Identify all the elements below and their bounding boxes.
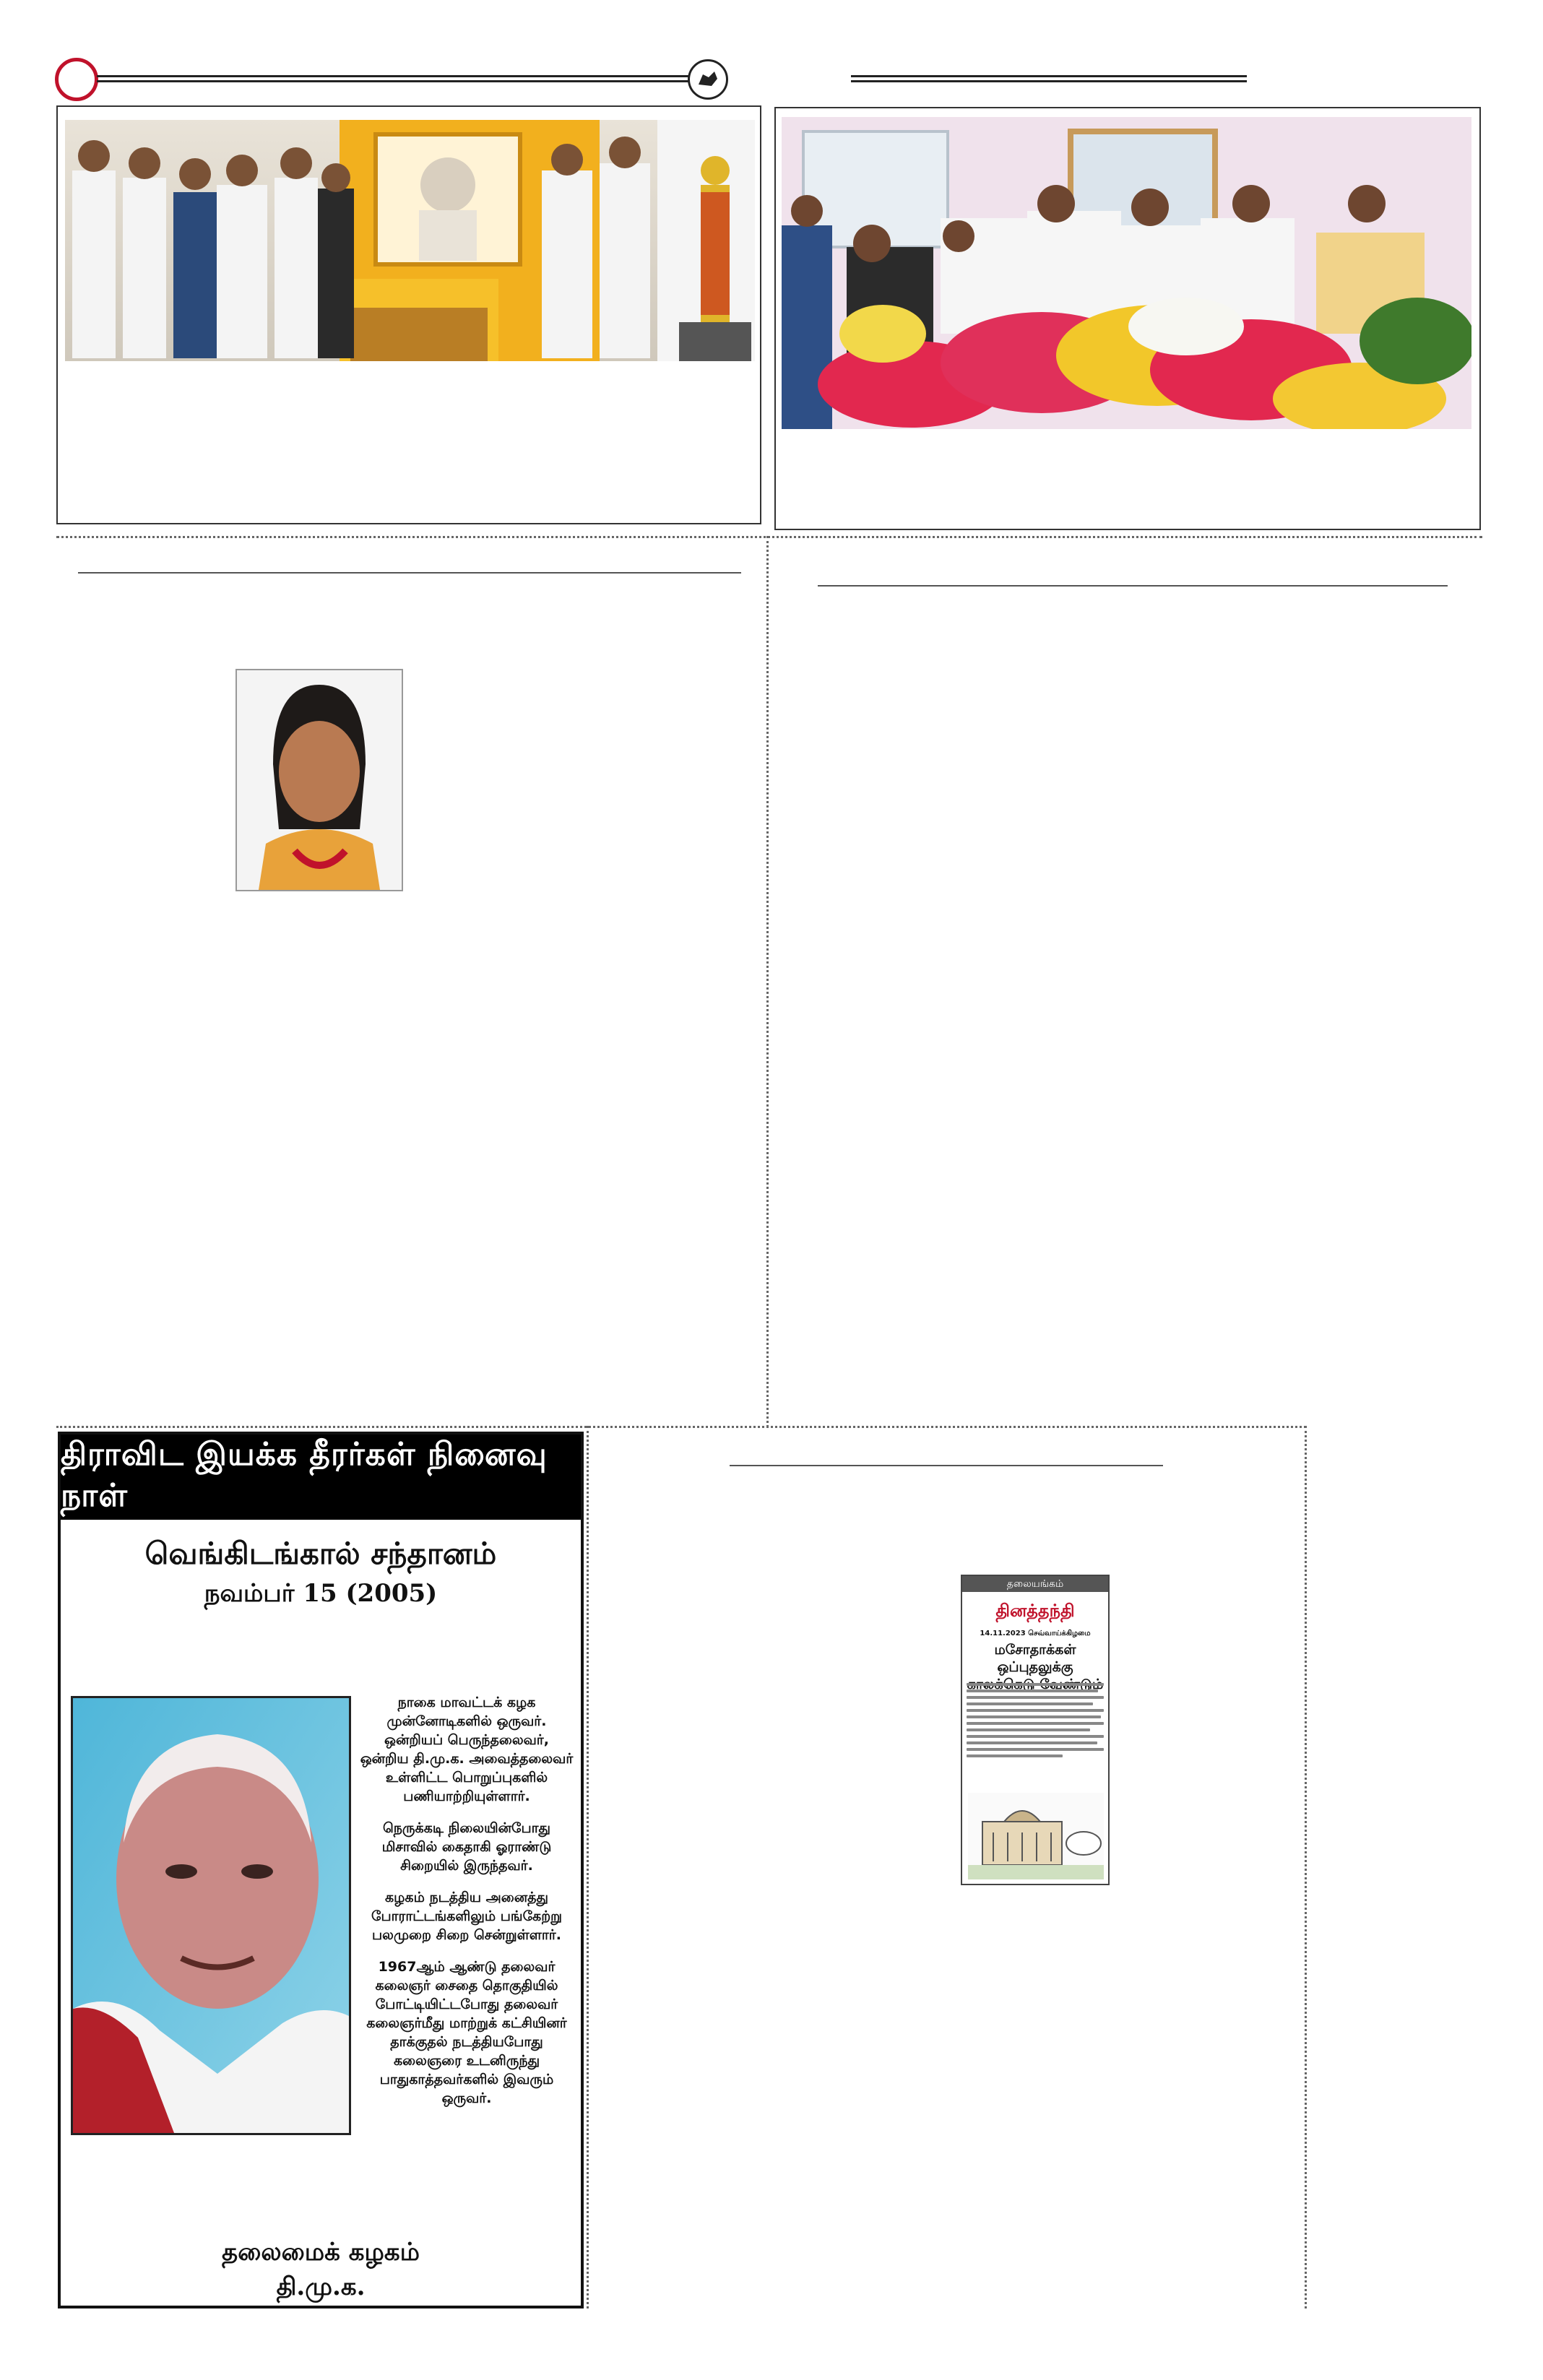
- memorial-photo: [71, 1696, 351, 2135]
- memorial-paragraph: கழகம் நடத்திய அனைத்து போராட்டங்களிலும் பங்கேற்று பலமுறை சிறை சென்றுள்ளார்.: [371, 1890, 563, 1943]
- newspaper-section-label: தலையங்கம்: [962, 1576, 1108, 1592]
- column-divider-right-edge: [1305, 1426, 1307, 2308]
- tribute-photo-left: [65, 120, 755, 361]
- masthead-rule: [97, 75, 689, 82]
- memorial-biography: [358, 1693, 575, 2121]
- article-rule-left: [78, 572, 741, 574]
- tribute-photo-right: [782, 117, 1471, 429]
- article-rule-right: [818, 585, 1448, 587]
- newspaper-body-text: [967, 1683, 1104, 1761]
- memorial-notice: [58, 1432, 584, 2308]
- newspaper-cartoon: [968, 1793, 1104, 1879]
- masthead-logo-circle: [55, 58, 98, 101]
- memorial-paragraph: நெருக்கடி நிலையின்போது மிசாவில் கைதாகி ஓராண்டு சிறையில் இருந்தவர்.: [381, 1820, 552, 1874]
- newspaper-clipping: [961, 1575, 1110, 1885]
- memorial-heading: திராவிட இயக்க தீரர்கள் நினைவு நாள்: [61, 1435, 581, 1520]
- portrait-photo: [235, 669, 403, 891]
- section-divider-top: [56, 536, 1482, 538]
- column-divider-middle: [766, 536, 769, 1427]
- memorial-paragraph: நாகை மாவட்டக் கழக முன்னோடிகளில் ஒருவர். ஒன்றியப் பெருந்தலைவர், ஒன்றிய தி.மு.க. அவைத்தலைவர் உள்ளிட்ட பொறுப்புகளில் பணியாற்றியுள்ளார்.: [360, 1695, 574, 1804]
- section-divider-bottom: [56, 1426, 1306, 1428]
- masthead-rule-right: [851, 75, 1247, 82]
- newspaper-headline: மசோதாக்கள் ஒப்புதலுக்கு: [994, 1642, 1076, 1675]
- memorial-name: வெங்கிடங்கால் சந்தானம்: [144, 1536, 497, 1571]
- memorial-date: நவம்பர் 15 (2005): [204, 1579, 438, 1608]
- memorial-footer-office: தலைமைக் கழகம்: [222, 2238, 420, 2267]
- masthead-emblem-icon: [688, 59, 728, 100]
- newspaper-date: 14.11.2023 செவ்வாய்க்கிழமை: [980, 1630, 1091, 1637]
- memorial-paragraph: 1967ஆம் ஆண்டு தலைவர் கலைஞர் சைதை தொகுதியில் போட்டியிட்டபோது தலைவர் கலைஞர்மீது மாற்றுக் கட்சியினர் தாக்குதல் நடத்தியபோது கலைஞரை உடனிருந்து பாதுகாத்தவர்களில் இவரும் ஒருவர்.: [366, 1959, 567, 2106]
- column-divider-lower: [587, 1426, 589, 2308]
- newspaper-logo: தினத்தந்தி: [995, 1600, 1075, 1621]
- memorial-footer-party: தி.மு.க.: [276, 2272, 366, 2301]
- article-rule-lower: [730, 1465, 1163, 1466]
